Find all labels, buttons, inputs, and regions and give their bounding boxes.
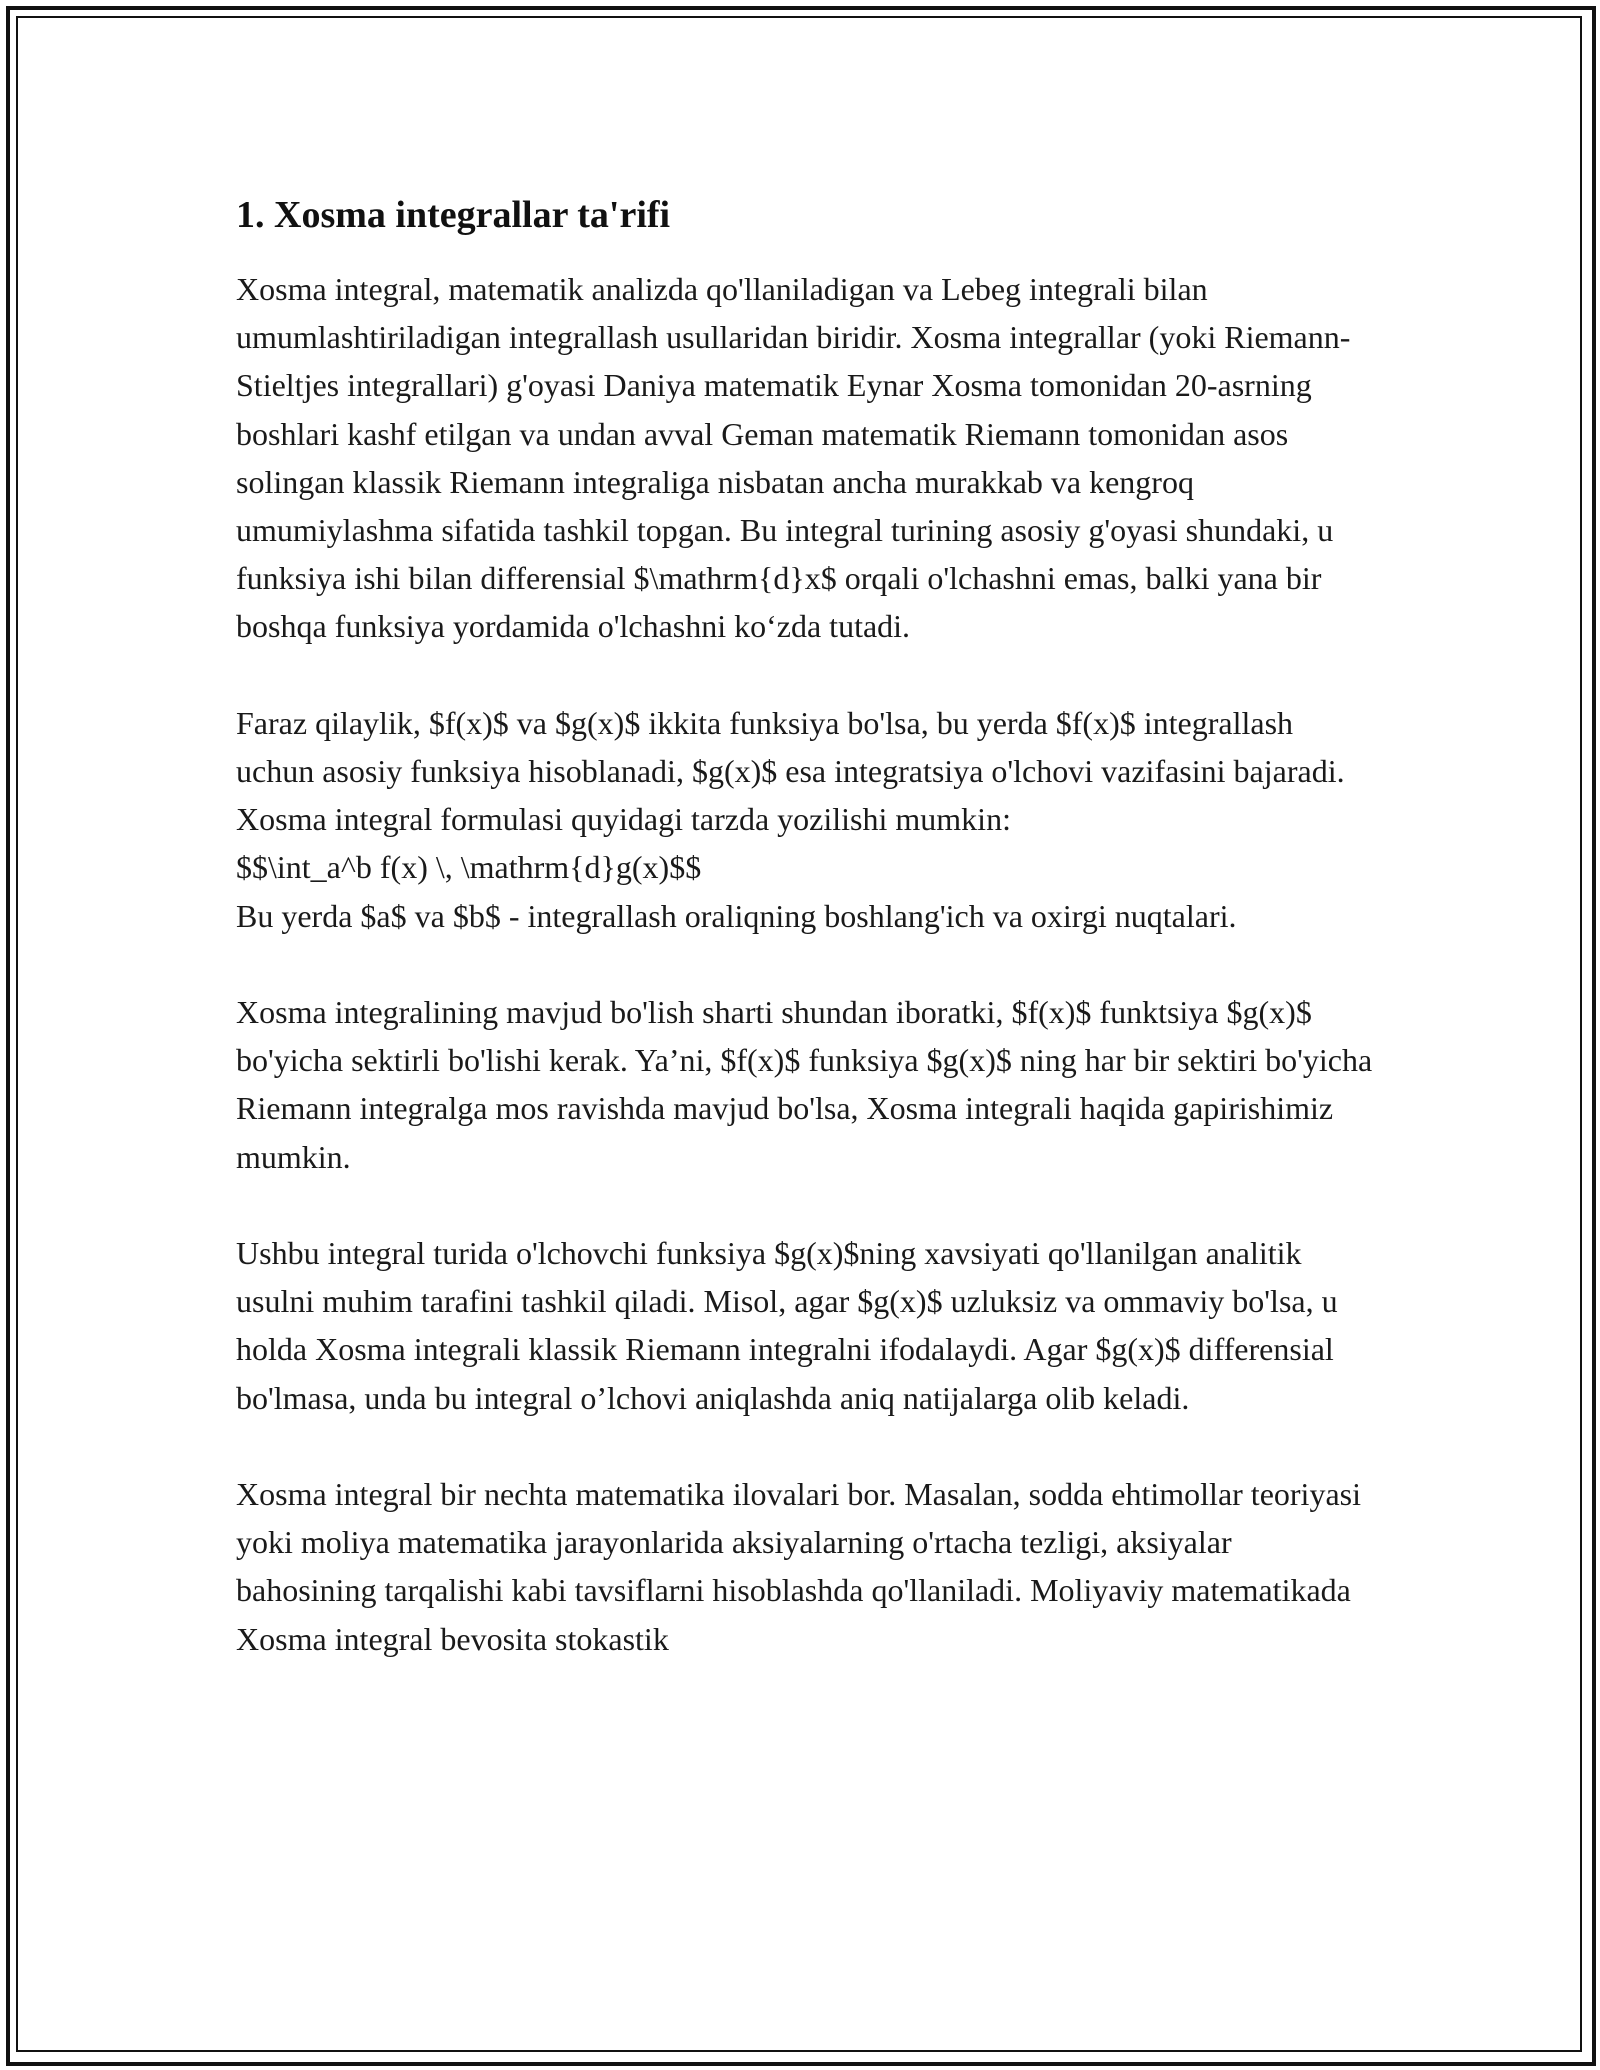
- paragraph-definition: Xosma integral, matematik analizda qo'llaniladigan va Lebeg integrali bilan umumlashtiriladigan integrallash usullaridan biridir. Xosma integrallar (yoki Riemann-Stieltjes integrallari) g'oyasi Daniya matematik Eynar Xosma tomonidan 20-asrning boshlari kashf etilgan va undan avval Geman matematik Riemann tomonidan asos solingan klassik Riemann integraliga nisbatan ancha murakkab va kengroq umumiylashma sifatida tashkil topgan. Bu integral turining asosiy g'oyasi shundaki, u funksiya ishi bilan differensial $\mathrm{d}x$ orqali o'lchashni emas, balki yana bir boshqa funksiya yordamida o'lchashni ko‘zda tutadi.: [236, 271, 1351, 645]
- paragraph-measure-function: Ushbu integral turida o'lchovchi funksiya $g(x)$ning xavsiyati qo'llanilgan analitik usulni muhim tarafini tashkil qiladi. Misol, agar $g(x)$ uzluksiz va ommaviy bo'lsa, u holda Xosma integrali klassik Riemann integralni ifodalaydi. Agar $g(x)$ differensial bo'lmasa, unda bu integral o’lchovi aniqlashda aniq natijalarga olib keladi.: [236, 1235, 1338, 1416]
- paragraph-applications: Xosma integral bir nechta matematika ilovalari bor. Masalan, sodda ehtimollar teoriyasi yoki moliya matematika jarayonlarida aksiyalarning o'rtacha tezligi, aksiyalar bahosining tarqalishi kabi tavsiflarni hisoblashda qo'llaniladi. Moliyaviy matematikada Xosma integral bevosita stokastik: [236, 1476, 1361, 1657]
- document-body: [236, 185, 1376, 1711]
- paragraph-existence-condition: Xosma integralining mavjud bo'lish sharti shundan iboratki, $f(x)$ funktsiya $g(x)$ bo'yicha sektirli bo'lishi kerak. Ya’ni, $f(x)$ funksiya $g(x)$ ning har bir sektiri bo'yicha Riemann integralga mos ravishda mavjud bo'lsa, Xosma integrali haqida gapirishimiz mumkin.: [236, 994, 1373, 1175]
- section-heading: 1. Xosma integrallar ta'rifi: [236, 194, 671, 236]
- paragraph-formula: Faraz qilaylik, $f(x)$ va $g(x)$ ikkita funksiya bo'lsa, bu yerda $f(x)$ integrallash uchun asosiy funksiya hisoblanadi, $g(x)$ esa integratsiya o'lchovi vazifasini bajaradi. Xosma integral formulasi quyidagi tarzda yozilishi mumkin: $$\int_a^b f(x) \, \mathrm{d}g(x)$$ Bu yerda $a$ va $b$ - integrallash oraliqning boshlang'ich va oxirgi nuqtalari.: [236, 704, 1345, 934]
